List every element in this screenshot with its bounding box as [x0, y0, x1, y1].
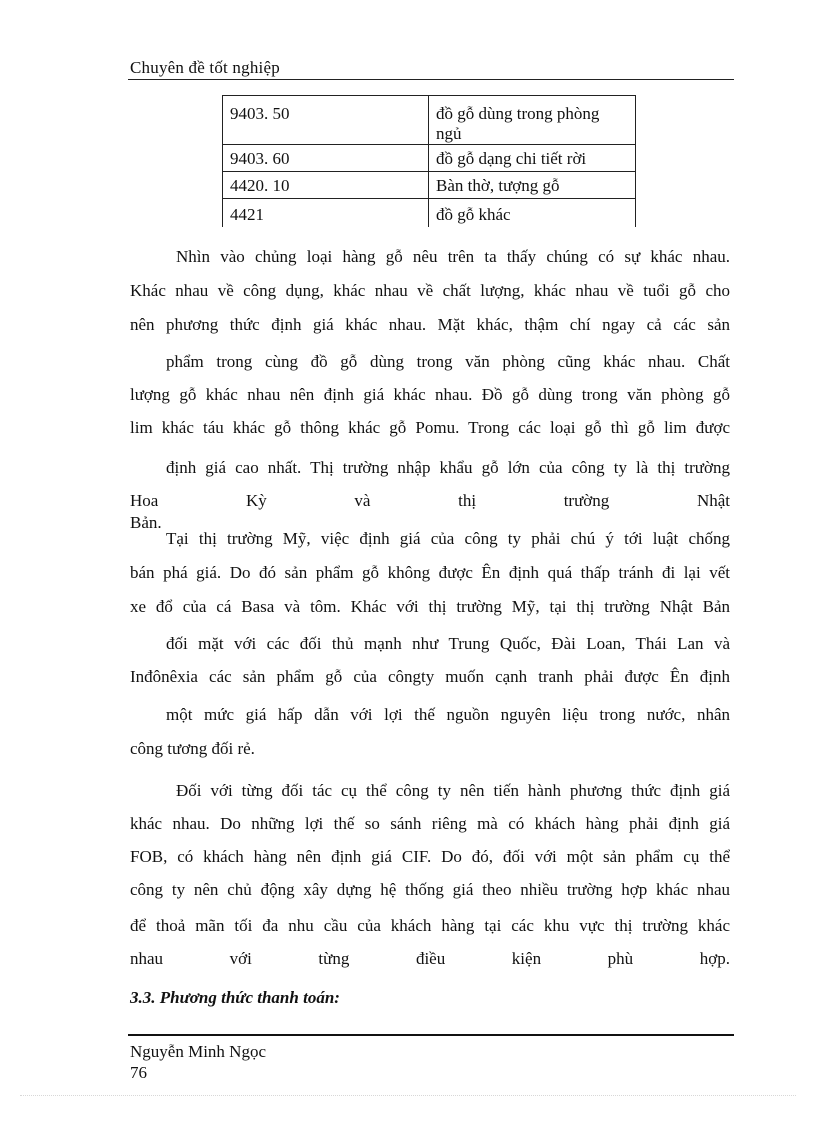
- body-text-line: xe đổ của cá Basa và tôm. Khác với thị trường Mỹ, tại thị trường Nhật Bản: [130, 597, 730, 616]
- footer-author: Nguyễn Minh Ngọc: [130, 1042, 266, 1061]
- product-description-cell: đồ gỗ dùng trong phòng ngủ: [429, 96, 636, 145]
- body-text-line: khác nhau. Do những lợi thế so sánh riêng mà có khách hàng phải định giá: [130, 814, 730, 833]
- footer-divider: [128, 1034, 734, 1036]
- page-edge-dotted-line: [20, 1095, 796, 1096]
- product-description-cell: Bàn thờ, tượng gỗ: [429, 172, 636, 199]
- table-row: [223, 96, 636, 145]
- body-text-line: phẩm trong cùng đồ gỗ dùng trong văn phòng cũng khác nhau. Chất: [166, 352, 730, 371]
- table-row: [223, 199, 636, 228]
- hs-code-table: [222, 95, 636, 227]
- body-text-line: lượng gỗ khác nhau nên định giá khác nhau. Đồ gỗ dùng trong văn phòng gỗ: [130, 385, 730, 404]
- header-divider: [128, 79, 734, 80]
- product-description-cell: đồ gỗ khác: [429, 199, 636, 228]
- body-text-line: FOB, có khách hàng nên định giá CIF. Do đó, đối với một sản phẩm cụ thể: [130, 847, 730, 866]
- body-text-line: lim khác táu khác gỗ thông khác gỗ Pomu. Trong các loại gỗ thì gỗ lim được: [130, 418, 730, 437]
- page-number: 76: [130, 1063, 147, 1082]
- hs-code-cell: 4421: [223, 199, 429, 228]
- body-text-line: Hoa Kỳ và thị trường Nhật Bản.: [130, 491, 730, 532]
- body-text-line: định giá cao nhất. Thị trường nhập khẩu gỗ lớn của công ty là thị trường: [166, 458, 730, 477]
- body-text-line: công tương đối rẻ.: [130, 739, 255, 758]
- body-text-line: Đối với từng đối tác cụ thể công ty nên tiến hành phương thức định giá: [176, 781, 730, 800]
- body-text-line: bán phá giá. Do đó sản phẩm gỗ không được Ên định quá thấp tránh đi lại vết: [130, 563, 730, 582]
- hs-code-cell: 4420. 10: [223, 172, 429, 199]
- body-text-line: Inđônêxia các sản phẩm gỗ của côngty muốn cạnh tranh phải được Ên định: [130, 667, 730, 686]
- body-text-line: Khác nhau về công dụng, khác nhau về chất lượng, khác nhau về tuổi gỗ cho: [130, 281, 730, 300]
- body-text-line: Nhìn vào chủng loại hàng gỗ nêu trên ta thấy chúng có sự khác nhau.: [176, 247, 730, 266]
- body-text-line: công ty nên chủ động xây dựng hệ thống giá theo nhiều trường hợp khác nhau: [130, 880, 730, 899]
- table-row: [223, 172, 636, 199]
- body-text-line: đối mặt với các đối thủ mạnh như Trung Quốc, Đài Loan, Thái Lan và: [166, 634, 730, 653]
- body-text-line: nên phương thức định giá khác nhau. Mặt khác, thậm chí ngay cả các sản: [130, 315, 730, 334]
- hs-code-cell: 9403. 50: [223, 96, 429, 145]
- body-text-line: nhau với từng điều kiện phù hợp.: [130, 949, 730, 968]
- body-text-line: một mức giá hấp dẫn với lợi thế nguồn nguyên liệu trong nước, nhân: [166, 705, 730, 724]
- body-text-line: để thoả mãn tối đa nhu cầu của khách hàng tại các khu vực thị trường khác: [130, 916, 730, 935]
- product-description-cell: đồ gỗ dạng chi tiết rời: [429, 145, 636, 172]
- body-text-line: Tại thị trường Mỹ, việc định giá của công ty phải chú ý tới luật chống: [166, 529, 730, 548]
- page-header-title: Chuyên đề tốt nghiệp: [130, 58, 280, 77]
- section-heading: 3.3. Phương thức thanh toán:: [130, 988, 340, 1007]
- hs-code-cell: 9403. 60: [223, 145, 429, 172]
- table-row: [223, 145, 636, 172]
